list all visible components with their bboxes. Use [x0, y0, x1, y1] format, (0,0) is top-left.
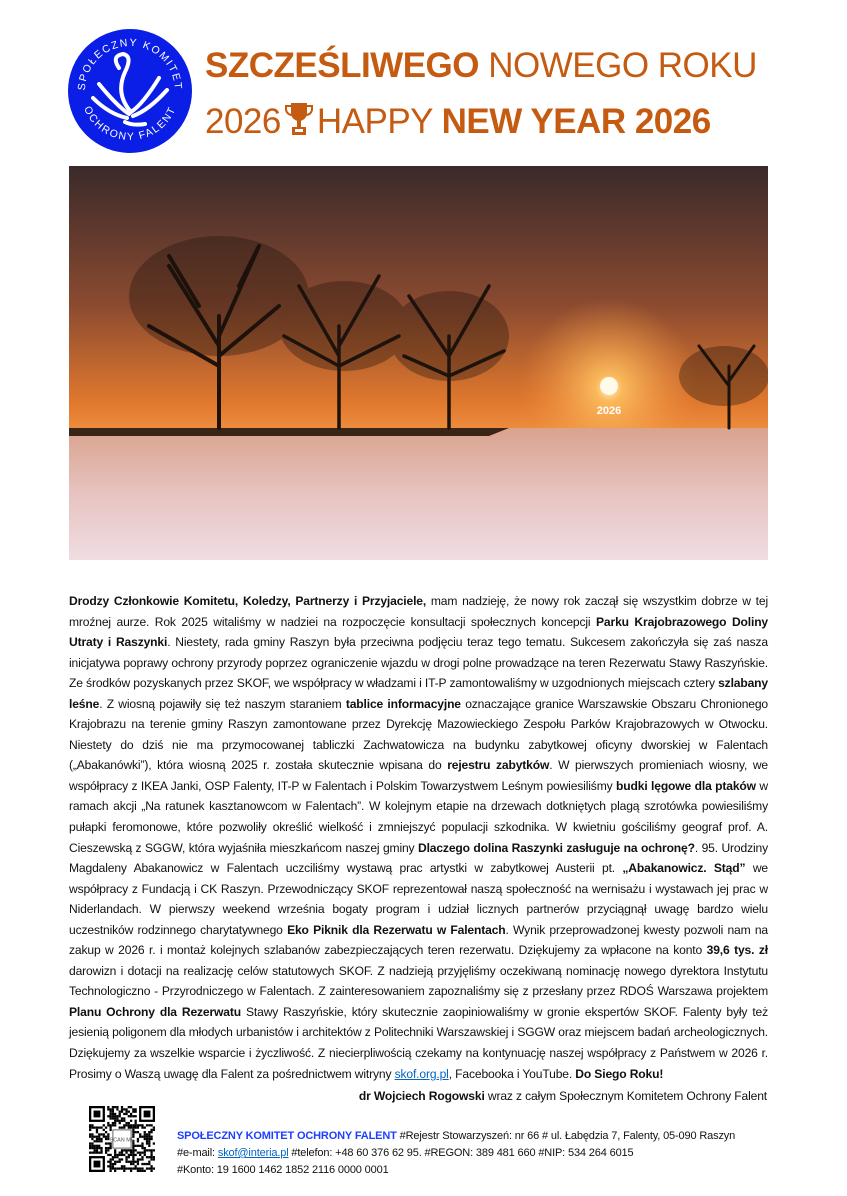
highlight-text: tablice informacyjne: [345, 696, 461, 711]
highlight-text: Do Siego Roku!: [575, 1066, 664, 1081]
svg-text:SPOŁECZNY KOMITET: SPOŁECZNY KOMITET: [75, 36, 185, 91]
body-text: . Niestety, rada gminy Raszyn była przeciwna podjęciu teraz tego tematu. Sukcesem zakończyła się zaś nasza inicjatywa poprawy ochrony przyrody poprzez ograniczenie wjazdu w drogi polne prowadzące na teren Rezerwatu Stawy Raszyńskie. Ze środków pozyskanych przez SKOF, we współpracy w władzami i IT-P zamontowaliśmy w uzgodnionych miejscach cztery: [69, 635, 768, 691]
body-text: darowizn i dotacji na realizację celów statutowych SKOF. Z nadzieją przyjęliśmy oczekiwaną nominację nowego dyrektora Instytutu Technologiczno - Przyrodniczego w Falentach. Z zainteresowaniem zapoznaliśmy się z przesłany przez RDOŚ Warszawa projektem: [69, 963, 768, 999]
org-name: SPOŁECZNY KOMITET OCHRONY FALENT: [177, 1130, 397, 1142]
body-text: oznaczające granice Warszawskie Obszaru Chronionego Krajobrazu na terenie gminy Raszyn zamontowane przez Dyrekcję Mazowieckiego Zespołu Parków Krajobrazowych w Otwocku. Niestety do dziś nie ma przymocowanej tabliczki Zachwatowicza na budynku zabytkowej oficyny dworskiej w Falentach („Abakanówki”), która wiosną 2025 r. została skutecznie wpisana do: [69, 696, 768, 773]
letter-body: [69, 591, 768, 1084]
page-title: SZCZEŚLIWEGO NOWEGO ROKU 2026 HAPPY NEW YEAR 2026: [205, 46, 757, 141]
highlight-text: Parku Krajobrazowego Doliny Utraty i Raszynki: [69, 614, 769, 650]
body-text: w ramach akcji „Na ratunek kasztanowcom w Falentach”. W kolejnym etapie na drzewach dotkniętych plagą szrotówka powiesiliśmy pułapki feromonowe, które pozwoliły określić wielkość i zmniejszyć populacji szkodnika. W kwietniu gościliśmy geograf prof. A. Cieszewską z SGGW, która wyjaśniła mieszkańcom naszej gminy: [69, 778, 769, 855]
qr-label: SCAN ME: [109, 1137, 135, 1144]
highlight-text: „Abakanowicz. Stąd”: [622, 861, 746, 876]
email-link[interactable]: skof@interia.pl: [217, 1147, 289, 1159]
bank-account: #Konto: 19 1600 1462 1852 2116 0000 0001: [177, 1164, 389, 1176]
qr-code[interactable]: [89, 1106, 155, 1172]
sunset-photo: [69, 166, 768, 560]
photo-caption: 2026: [596, 405, 622, 417]
body-text: mam nadzieję, że nowy rok zaczął się wszystkim dobrze w tej mroźnej aurze. Rok 2025 witaliśmy w nadziei na rozpoczęcie konsultacji społecznych koncepcji: [69, 594, 768, 629]
footer: SPOŁECZNY KOMITET OCHRONY FALENT #Rejestr Stowarzyszeń: nr 66 # ul. Łabędzia 7, Falenty, 05-090 Raszyn #e-mail: skof@interia.pl #telefon: +48 60 376 62 95. #REGON: 389 481 660 #NIP: 534 264 6015 #Konto: 19 1600 1462 1852 2116 0000 0001: [177, 1128, 735, 1179]
body-text: we współpracy z Fundacją i CK Raszyn. Przewodniczący SKOF reprezentował naszą społeczność na wernisażu i wystawach jej prac w Niderlandach. W pierwszy weekend września bogaty program i udział licznych partnerów przyciągnął uwagę bardzo wielu uczestników rodzinnego charytatywnego: [69, 861, 768, 937]
highlight-text: 39,6 tys. zł: [706, 943, 768, 958]
highlight-text: Drodzy Członkowie Komitetu, Koledzy, Partnerzy i Przyjaciele,: [69, 594, 427, 608]
signature: dr Wojciech Rogowski wraz z całym Społecznym Komitetem Ochrony Falent: [358, 1089, 767, 1103]
highlight-text: Eko Piknik dla Rezerwatu w Falentach: [287, 922, 506, 937]
body-text: . Z wiosną pojawiły się też naszym staraniem: [99, 696, 346, 711]
highlight-text: budki lęgowe dla ptaków: [616, 778, 756, 793]
trophy-icon: [285, 101, 313, 137]
highlight-text: Planu Ochrony dla Rezerwatu: [69, 1004, 241, 1019]
highlight-text: rejestru zabytków: [447, 758, 550, 773]
skof-logo: [67, 28, 193, 154]
website-link[interactable]: skof.org.pl: [394, 1066, 449, 1081]
highlight-text: szlabany leśne: [69, 676, 768, 711]
body-text: . 95. Urodziny Magdaleny Abakanowicz w Falentach uczciliśmy wystawą prac artystki w zabytkowej Austerii pt.: [69, 840, 768, 876]
body-text: , Facebooka i YouTube.: [448, 1066, 576, 1081]
body-text: . W pierwszych promieniach wiosny, we współpracy z IKEA Janki, OSP Falenty, IT-P w Falentach i Polskim Towarzystwem Leśnym powiesiliśmy: [69, 758, 768, 793]
body-text: . Wynik przeprowadzonej kwesty pozwoli nam na zakup w 2026 r. i montaż kolejnych szlabanów zabezpieczających teren rezerwatu. Dziękujemy za wpłacone na konto: [69, 922, 768, 958]
svg-text:OCHRONY FALENT: OCHRONY FALENT: [81, 104, 179, 144]
body-text: Stawy Raszyńskie, który skutecznie zaopiniowaliśmy w gronie ekspertów SKOF. Falenty były też jesienią poligonem dla młodych urbanistów i architektów z Politechniki Warszawskiej i SGGW oraz miejscem badań archeologicznych. Dziękujemy za wszelkie wsparcie i życzliwość. Z niecierpliwością czekamy na kontynuację naszej współpracy z Państwem w 2026 r. Prosimy o Waszą uwagę dla Falent za pośrednictwem witryny: [69, 1004, 768, 1081]
highlight-text: Dlaczego dolina Raszynki zasługuje na ochronę?: [417, 840, 695, 855]
